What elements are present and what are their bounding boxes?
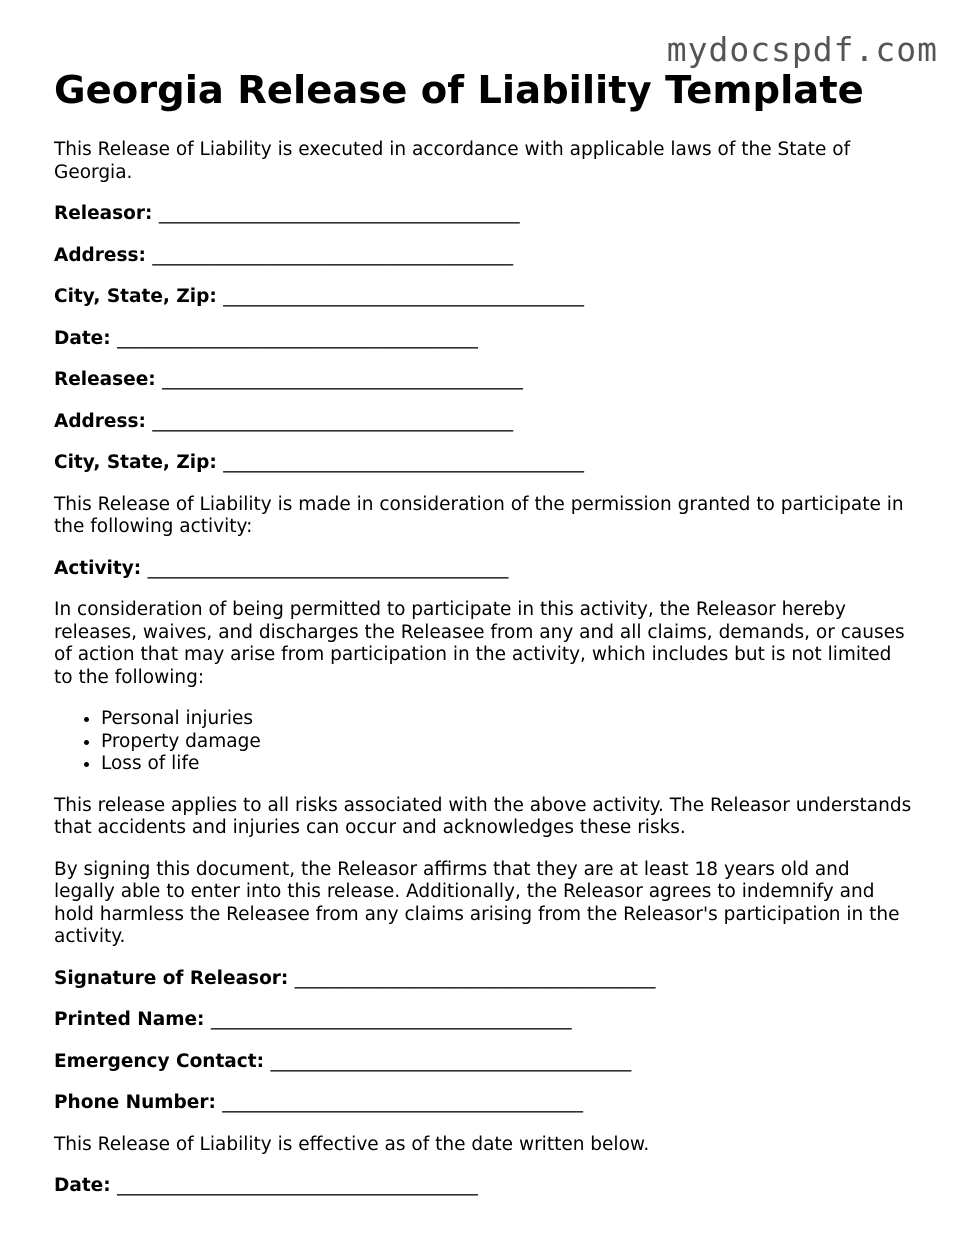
field-label: Address: [54,410,153,432]
field-label: Releasee: [54,369,163,390]
field-blank[interactable]: _______________________________________ [223,286,584,307]
activity-field[interactable] [54,558,914,581]
field-label: Releasor: [54,203,159,224]
intro-paragraph: This Release of Liability is executed in accordance with applicable laws of the State of Georgia. [54,139,851,183]
release-paragraph: In consideration of being permitted to participate in this activity, the Releasor hereby releases, waives, and discharges the Releasee from any and all claims, demands, or causes of action that may arise from participation in the activity, which includes but is not limited to the following: [54,599,905,688]
phone-number-field[interactable] [54,1092,914,1115]
releasee-city-state-zip-field[interactable] [54,452,914,475]
field-label: Phone Number: [54,1092,223,1113]
document-title: Georgia Release of Liability Template [54,68,864,113]
field-blank[interactable]: _______________________________________ [152,244,514,266]
field-blank[interactable]: _______________________________________ [147,557,509,579]
field-label: Date: [54,1175,118,1196]
field-label: City, State, Zip: [54,286,224,307]
field-blank[interactable]: _______________________________________ [117,1175,478,1196]
emergency-contact-field[interactable] [54,1051,914,1074]
releasee-field[interactable] [54,369,914,392]
signature-field[interactable] [54,968,914,991]
printed-name-field[interactable] [54,1009,914,1032]
risks-list [54,708,914,776]
field-label: Activity: [54,557,148,579]
field-blank[interactable]: _______________________________________ [210,1009,572,1030]
releasor-city-state-zip-field[interactable] [54,286,914,309]
field-blank[interactable]: _______________________________________ [152,410,514,432]
field-blank[interactable]: _______________________________________ [223,452,584,473]
field-label: Printed Name: [54,1009,211,1030]
field-label: City, State, Zip: [54,452,224,473]
field-blank[interactable]: _______________________________________ [294,967,656,989]
affirmation-paragraph: By signing this document, the Releasor affirms that they are at least 18 years old and legally able to enter into this release. Additionally, the Releasor agrees to indemnify and hold harmless the Releasee from any claims arising from the Releasor's participation in the activity. [54,858,900,947]
field-label: Emergency Contact: [54,1050,271,1072]
effective-paragraph: This Release of Liability is effective as of the date written below. [54,1133,650,1155]
releasee-address-field[interactable] [54,411,914,434]
field-blank[interactable]: _______________________________________ [158,203,520,224]
field-label: Address: [54,244,153,266]
field-blank[interactable]: _______________________________________ [222,1092,584,1113]
list-item: • Personal injuries [101,708,914,731]
field-blank[interactable]: _______________________________________ [117,327,478,349]
list-item: • Property damage [101,731,914,754]
field-label: Signature of Releasor: [54,967,295,989]
final-date-field[interactable] [54,1175,914,1198]
risks-paragraph: This release applies to all risks associated with the above activity. The Releasor understands that accidents and injuries can occur and acknowledges these risks. [54,794,912,838]
field-blank[interactable]: _______________________________________ [270,1050,632,1072]
releasor-address-field[interactable] [54,245,914,268]
list-item: • Loss of life [101,753,914,776]
field-label: Date: [54,327,118,349]
watermark: mydocspdf.com [666,30,938,69]
consideration-paragraph: This Release of Liability is made in consideration of the permission granted to participate in the following activity: [54,493,904,537]
releasor-field[interactable] [54,203,914,226]
date-field[interactable] [54,328,914,351]
field-blank[interactable]: _______________________________________ [162,369,523,390]
document-page [54,66,914,1198]
